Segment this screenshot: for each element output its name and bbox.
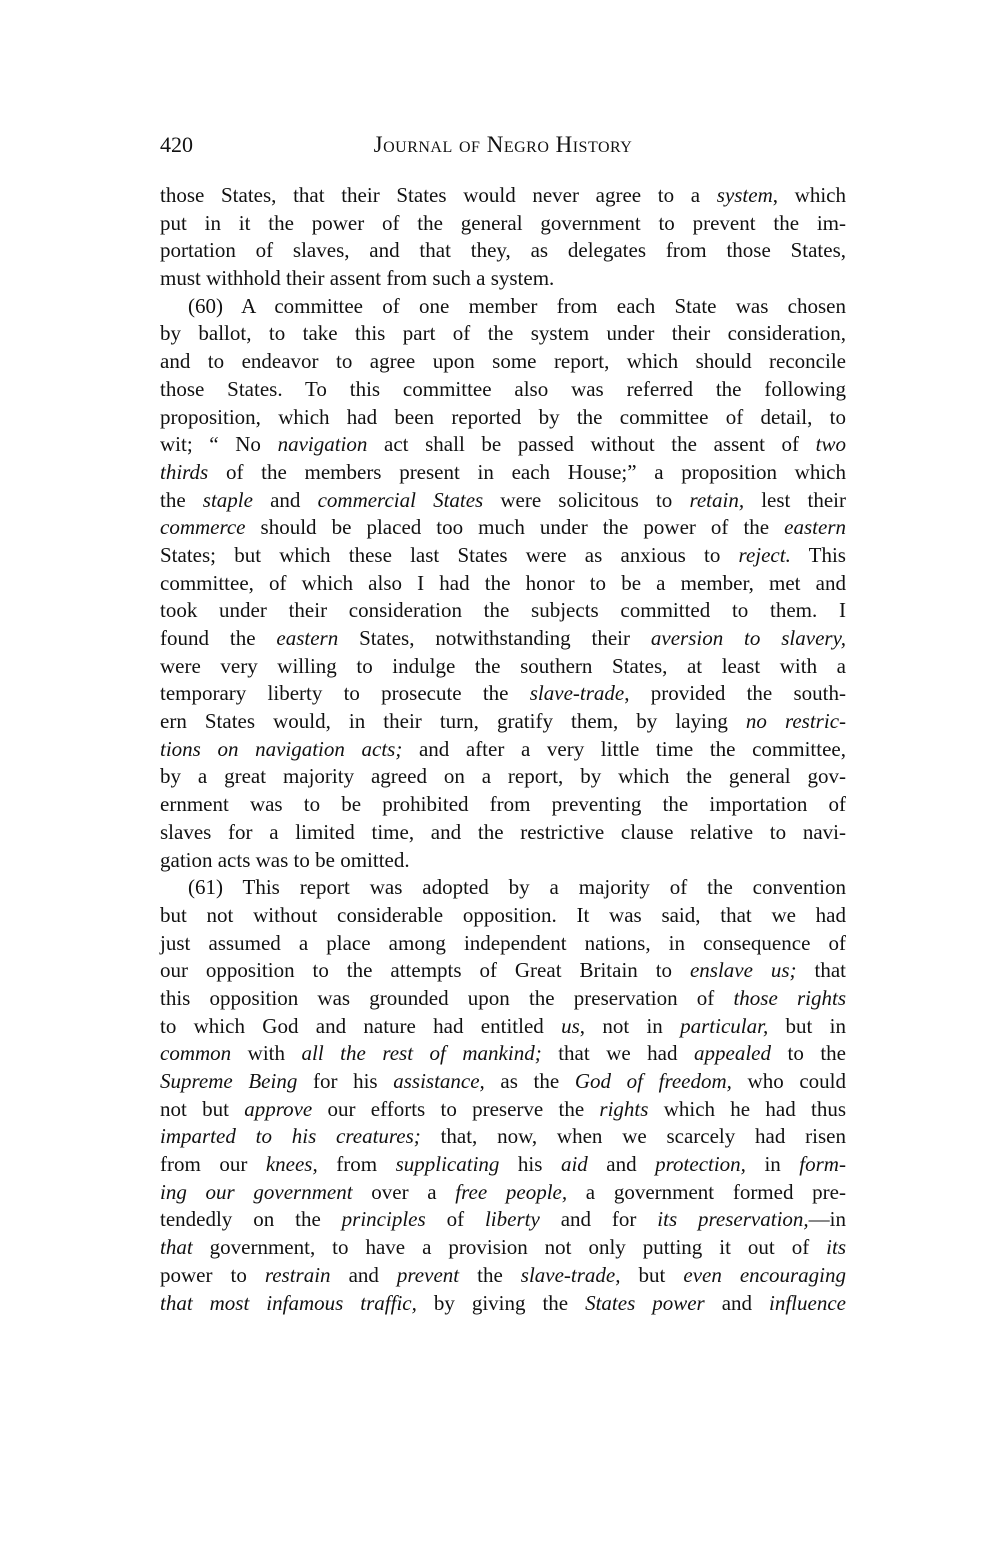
text-run: should be placed too much under the power of the: [245, 515, 785, 540]
text-run: and after a very little time the committee,: [402, 736, 846, 761]
italic-text: influence: [769, 1290, 846, 1315]
italic-text: imparted to his creatures;: [160, 1124, 421, 1149]
text-run: were very willing to indulge the southern States, at least with a: [160, 653, 846, 678]
text-run: not but: [160, 1096, 245, 1121]
italic-text: supplicating: [395, 1152, 500, 1177]
text-line: [160, 1096, 846, 1124]
text-line: [160, 597, 846, 625]
italic-text: aversion to slavery,: [650, 626, 846, 650]
text-line: [160, 182, 846, 210]
text-run: (60) A committee of one member from each State was chosen: [188, 293, 846, 318]
italic-text: tions on navigation acts;: [160, 736, 403, 761]
italic-text: slave-trade: [529, 681, 625, 706]
text-run: but not without considerable opposition. It was said, that we had: [160, 902, 846, 927]
text-run: those States. To this committee also was referred the following: [160, 376, 846, 401]
text-line: [160, 902, 846, 930]
italic-text: God of freedom,: [574, 1069, 732, 1093]
text-line: [160, 459, 846, 487]
text-run: by giving the: [416, 1290, 586, 1315]
text-run: —in: [808, 1207, 846, 1232]
text-run: proposition, which had been reported by the committee of detail, to: [160, 404, 846, 429]
body-text: [160, 182, 846, 1317]
text-line: [160, 847, 846, 875]
italic-text: eastern: [276, 626, 339, 650]
text-run: as the: [484, 1069, 575, 1093]
text-line: [160, 487, 846, 515]
text-run: power to: [160, 1262, 265, 1287]
text-run: committee, of which also I had the honor to be a member, met and: [160, 570, 846, 595]
italic-text: eastern: [784, 515, 846, 540]
italic-text: navigation: [277, 432, 368, 457]
text-run: and to endeavor to agree upon some report, which should reconcile: [160, 349, 846, 374]
italic-text: slave-trade,: [520, 1262, 621, 1287]
italic-text: reject.: [738, 542, 791, 567]
text-run: portation of slaves, and that they, as delegates from those States,: [160, 238, 846, 263]
text-line: [160, 625, 846, 653]
italic-text: thirds: [160, 459, 209, 484]
text-run: our opposition to the attempts of Great Britain to: [160, 958, 690, 983]
italic-text: rights: [599, 1096, 649, 1121]
italic-text: two: [815, 432, 847, 457]
text-run: those States, that their States would never agree to a: [160, 183, 717, 207]
italic-text: that: [160, 1235, 193, 1260]
text-line: [160, 1151, 846, 1179]
text-line: [160, 985, 846, 1013]
text-line: [160, 708, 846, 736]
text-line: [160, 1068, 846, 1096]
italic-text: knees,: [265, 1152, 318, 1177]
italic-text: even encouraging: [683, 1262, 846, 1287]
italic-text: form-: [799, 1152, 846, 1177]
text-run: , which: [772, 183, 846, 207]
italic-text: principles: [341, 1207, 426, 1232]
text-run: gation acts was to be omitted.: [160, 847, 410, 872]
italic-text: aid: [560, 1152, 588, 1177]
italic-text: States power: [585, 1290, 705, 1315]
text-run: that we had: [541, 1041, 695, 1066]
text-run: government, to have a provision not only putting it out of: [192, 1235, 827, 1260]
text-run: This: [790, 542, 846, 567]
text-line: [160, 1179, 846, 1207]
text-run: must withhold their assent from such a system.: [160, 266, 555, 291]
italic-text: system: [716, 183, 773, 207]
text-run: his: [499, 1152, 561, 1177]
text-run: our efforts to preserve the: [312, 1096, 600, 1121]
text-run: temporary liberty to prosecute the: [160, 681, 530, 706]
text-run: by ballot, to take this part of the system under their consideration,: [160, 321, 846, 346]
text-run: that, now, when we scarcely had risen: [420, 1124, 846, 1149]
italic-text: ing our government: [160, 1179, 353, 1204]
italic-text: protection,: [655, 1152, 746, 1177]
text-line: [160, 957, 846, 985]
italic-text: retain,: [689, 487, 745, 512]
text-run: to which God and nature had entitled: [160, 1013, 562, 1038]
text-run: which he had thus: [648, 1096, 846, 1121]
italic-text: restrain: [264, 1262, 331, 1287]
italic-text: that most infamous traffic,: [160, 1290, 417, 1315]
text-line: [160, 736, 846, 764]
text-run: the: [459, 1262, 521, 1287]
text-line: [160, 874, 846, 902]
italic-text: Supreme Being: [160, 1069, 298, 1093]
text-run: from: [317, 1152, 396, 1177]
italic-text: no restric-: [745, 709, 847, 734]
text-line: [160, 210, 846, 238]
text-run: took under their consideration the subjects committed to them. I: [160, 598, 846, 623]
text-line: [160, 376, 846, 404]
text-line: [160, 431, 846, 459]
text-run: (61) This report was adopted by a majority of the convention: [188, 875, 846, 900]
italic-text: those rights: [733, 985, 847, 1010]
text-run: the: [160, 487, 203, 512]
text-line: [160, 1234, 846, 1262]
running-title: Journal of Negro History: [373, 132, 633, 157]
text-run: States; but which these last States were as anxious to: [160, 542, 739, 567]
text-run: were solicitous to: [483, 487, 690, 512]
text-run: but in: [768, 1013, 847, 1038]
italic-text: commercial States: [317, 487, 484, 512]
text-line: [160, 1013, 846, 1041]
text-run: from our: [160, 1152, 266, 1177]
text-run: , not in: [579, 1013, 681, 1038]
text-line: [160, 1290, 846, 1318]
text-line: [160, 680, 846, 708]
text-run: ern States would, in their turn, gratify them, by laying: [160, 709, 746, 734]
text-run: in: [745, 1152, 800, 1177]
italic-text: us: [561, 1013, 580, 1038]
text-line: [160, 1123, 846, 1151]
italic-text: free people,: [455, 1179, 568, 1204]
italic-text: approve: [244, 1096, 313, 1121]
text-run: with: [231, 1041, 302, 1066]
text-line: [160, 293, 846, 321]
text-line: [160, 404, 846, 432]
text-run: to the: [771, 1041, 846, 1066]
italic-text: liberty: [484, 1207, 540, 1232]
text-run: , provided the south-: [624, 681, 846, 706]
text-run: just assumed a place among independent nations, in consequence of: [160, 930, 846, 955]
italic-text: common: [160, 1041, 232, 1066]
text-run: and: [704, 1290, 770, 1315]
italic-text: staple: [202, 487, 253, 512]
text-run: and for: [539, 1207, 658, 1232]
text-line: [160, 542, 846, 570]
text-run: lest their: [744, 487, 846, 512]
text-line: [160, 930, 846, 958]
journal-page: [160, 128, 846, 1317]
text-line: [160, 1262, 846, 1290]
text-run: and: [587, 1152, 656, 1177]
text-line: [160, 791, 846, 819]
text-run: who could: [731, 1069, 846, 1093]
text-line: [160, 1206, 846, 1234]
page-header: [160, 128, 846, 164]
text-line: [160, 265, 846, 293]
italic-text: its: [826, 1235, 846, 1260]
text-line: [160, 819, 846, 847]
text-line: [160, 763, 846, 791]
text-line: [160, 514, 846, 542]
text-run: by a great majority agreed on a report, by which the general gov-: [160, 764, 846, 789]
text-line: [160, 653, 846, 681]
text-run: that: [796, 958, 846, 983]
text-line: [160, 570, 846, 598]
text-run: ernment was to be prohibited from preventing the importation of: [160, 792, 846, 817]
italic-text: its preservation,: [657, 1207, 809, 1232]
italic-text: enslave us;: [689, 958, 797, 983]
text-run: tendedly on the: [160, 1207, 342, 1232]
italic-text: all the rest of mankind;: [301, 1041, 542, 1066]
text-run: a government formed pre-: [567, 1179, 846, 1204]
text-line: [160, 1040, 846, 1068]
text-line: [160, 320, 846, 348]
text-run: and: [252, 487, 318, 512]
text-line: [160, 348, 846, 376]
text-line: [160, 237, 846, 265]
text-run: this opposition was grounded upon the preservation of: [160, 985, 734, 1010]
italic-text: commerce: [160, 515, 246, 540]
text-run: but: [620, 1262, 684, 1287]
text-run: slaves for a limited time, and the restrictive clause relative to navi-: [160, 819, 846, 844]
text-run: of: [425, 1207, 485, 1232]
text-run: wit; “ No: [160, 432, 278, 457]
italic-text: appealed: [694, 1041, 771, 1066]
italic-text: assistance,: [393, 1069, 485, 1093]
text-run: act shall be passed without the assent of: [367, 432, 816, 457]
text-run: States, notwithstanding their: [338, 626, 651, 650]
page-number: 420: [160, 132, 193, 157]
text-run: for his: [297, 1069, 394, 1093]
text-run: found the: [160, 626, 277, 650]
italic-text: prevent: [396, 1262, 460, 1287]
italic-text: particular,: [680, 1013, 769, 1038]
text-run: of the members present in each House;” a proposition which: [208, 459, 846, 484]
text-run: and: [330, 1262, 397, 1287]
text-run: put in it the power of the general government to prevent the im-: [160, 210, 846, 235]
text-run: over a: [352, 1179, 456, 1204]
